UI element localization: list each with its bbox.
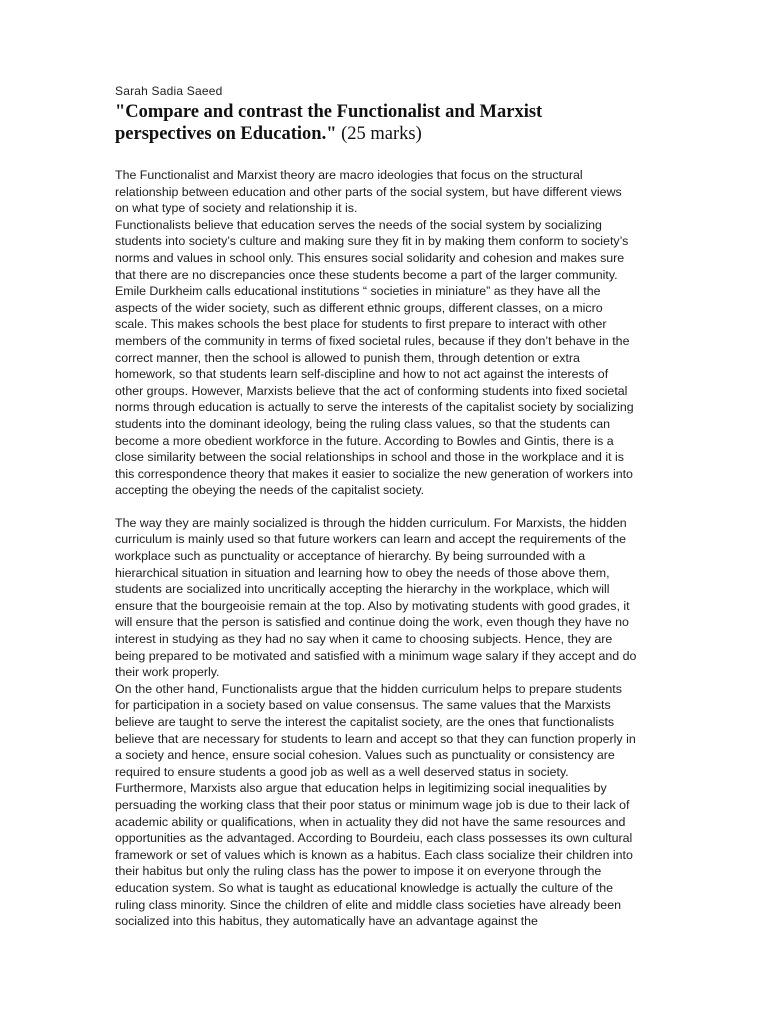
paragraph-hidden-curriculum: The way they are mainly socialized is through the hidden curriculum. For Marxists, the hidden curriculum is mainly used so that future workers can learn and accept the requirements of the workplace such as punctuality or acceptance of hierarchy. By being surrounded with a hierarchical situation in situation and learning how to obey the needs of those above them, students are socialized into uncritically accepting the hierarchy in the workplace, which will ensure that the bourgeoisie remain at the top. Also by motivating students with good grades, it will ensure that the person is satisfied and continue doing the work, even though they have no interest in studying as they had no say when it came to choosing subjects. Hence, they are being prepared to be motivated and satisfied with a minimum wage salary if they accept and do their work properly. (115, 515, 637, 680)
paragraph-intro: The Functionalist and Marxist theory are macro ideologies that focus on the structural relationship between education and other parts of the social system, but have different views on what type of society and relationship it is. (115, 168, 622, 216)
paragraph-other-hand: On the other hand, Functionalists argue that the hidden curriculum helps to prepare students for participation in a society based on value consensus. The same values that the Marxists believe are taught to serve the interest the capitalist society, are the ones that functionalists believe that are necessary for students to learn and accept so that they can function properly in a society and hence, ensure social cohesion. Values such as punctuality or consistency are required to ensure students a good job as well as a well deserved status in society. (115, 681, 636, 779)
author-name: Sarah Sadia Saeed (115, 84, 223, 98)
essay-marks: (25 marks) (336, 124, 422, 144)
essay-body (115, 167, 638, 930)
paragraph-furthermore: Furthermore, Marxists also argue that education helps in legitimizing social inequalities by persuading the working class that their poor status or minimum wage job is due to their lack of academic ability or qualifications, when in actuality they did not have the same resources and opportunities as the advantaged. According to Bourdeiu, each class possesses its own cultural framework or set of values which is known as a habitus. Each class socialize their children into their habitus but only the ruling class has the power to impose it on everyone through the education system. So what is taught as educational knowledge is actually the culture of the ruling class minority. Since the children of elite and middle class societies have already been socialized into this habitus, they automatically have an advantage against the (115, 781, 633, 929)
essay-question: "Compare and contrast the Functionalist and Marxist perspectives on Education." (115, 102, 543, 144)
essay-title (115, 101, 638, 145)
paragraph-functionalists: Functionalists believe that education serves the needs of the social system by socializing students into society’s culture and making sure they fit in by making them conform to society’s norms and values in school only. This ensures social solidarity and cohesion and makes sure that there are no discrepancies once these students become a part of the larger community. Emile Durkheim calls educational institutions “ societies in miniature” as they have all the aspects of the wider society, such as different ethnic groups, different classes, on a micro scale. This makes schools the best place for students to first prepare to interact with other members of the community in terms of fixed societal rules, because if they don’t behave in the correct manner, then the school is allowed to punish them, through detention or extra homework, so that students learn self-discipline and how to not act against the interests of other groups. However, Marxists believe that the act of conforming students into fixed societal norms through education is actually to serve the interests of the capitalist society by socializing students into the dominant ideology, being the ruling class values, so that the students can become a more obedient workforce in the future. According to Bowles and Gintis, there is a close similarity between the social relationships in school and those in the workplace and it is this correspondence theory that makes it easier to socialize the new generation of workers into accepting the obeying the needs of the capitalist society. (115, 217, 634, 498)
